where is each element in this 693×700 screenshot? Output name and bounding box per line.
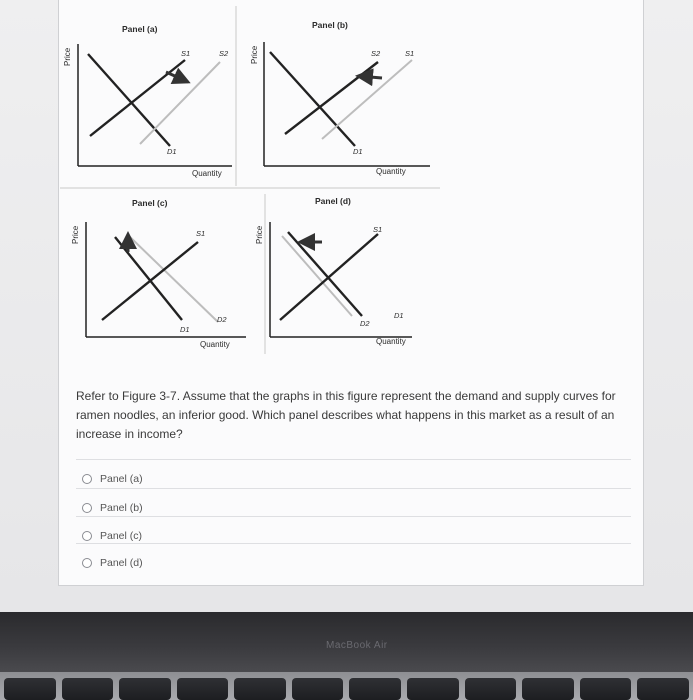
panel-d xyxy=(255,196,412,346)
panel-a xyxy=(63,24,232,178)
radio-button[interactable] xyxy=(82,558,92,568)
panel-b-quantity-label: Quantity xyxy=(376,167,406,176)
panel-a-label-d1: D1 xyxy=(167,147,177,156)
function-key[interactable] xyxy=(119,678,171,700)
panel-b xyxy=(250,20,430,176)
divider xyxy=(76,459,631,460)
function-key[interactable] xyxy=(4,678,56,700)
panel-b-label-d1: D1 xyxy=(353,147,363,156)
option-label: Panel (c) xyxy=(100,530,143,542)
divider xyxy=(76,516,631,517)
function-key[interactable] xyxy=(349,678,401,700)
panel-a-demand-d1 xyxy=(88,54,170,146)
panel-a-shift-arrow xyxy=(166,72,188,82)
radio-button[interactable] xyxy=(82,503,92,513)
panel-c xyxy=(71,198,246,349)
question-text: Refer to Figure 3-7. Assume that the graphs in this figure represent the demand and supply curves for ramen noodles, an inferior good. Which panel describes what happens in this market as a result of an increase in income? xyxy=(76,389,616,441)
function-key[interactable] xyxy=(234,678,286,700)
panel-b-demand-d1 xyxy=(270,52,355,146)
panel-d-quantity-label: Quantity xyxy=(376,337,406,346)
bezel-label: MacBook Air xyxy=(326,640,388,651)
function-key[interactable] xyxy=(177,678,229,700)
option-label: Panel (d) xyxy=(100,557,143,569)
panel-c-quantity-label: Quantity xyxy=(200,340,230,349)
panel-d-title: Panel (d) xyxy=(315,196,351,206)
function-key[interactable] xyxy=(407,678,459,700)
function-key[interactable] xyxy=(62,678,114,700)
panel-a-supply-s2 xyxy=(140,62,220,144)
panel-d-price-label: Price xyxy=(255,225,264,244)
panel-c-label-s1: S1 xyxy=(196,229,206,238)
panel-b-supply-s2 xyxy=(285,62,378,134)
panel-c-supply-s1 xyxy=(102,242,198,320)
panel-a-label-s1: S1 xyxy=(181,49,191,58)
panel-d-label-d1: D1 xyxy=(394,311,404,320)
option-label: Panel (b) xyxy=(100,502,143,514)
panel-a-title: Panel (a) xyxy=(122,24,158,34)
panel-d-label-s1: S1 xyxy=(373,225,383,234)
panel-a-label-s2: S2 xyxy=(219,49,229,58)
function-key[interactable] xyxy=(465,678,517,700)
function-key-row xyxy=(0,672,693,700)
panel-c-title: Panel (c) xyxy=(132,198,168,208)
radio-button[interactable] xyxy=(82,474,92,484)
panel-a-price-label: Price xyxy=(63,47,72,66)
divider xyxy=(76,488,631,489)
figure-graphs xyxy=(60,4,440,354)
panel-c-label-d2: D2 xyxy=(217,315,227,324)
option-panel-a[interactable] xyxy=(82,471,143,487)
panel-c-price-label: Price xyxy=(71,225,80,244)
panel-c-label-d1: D1 xyxy=(180,325,190,334)
panel-d-demand-d1 xyxy=(282,236,352,316)
panel-b-price-label: Price xyxy=(250,45,259,64)
panel-d-supply-s1 xyxy=(280,234,378,320)
panel-b-title: Panel (b) xyxy=(312,20,348,30)
function-key[interactable] xyxy=(292,678,344,700)
function-key[interactable] xyxy=(580,678,632,700)
divider xyxy=(76,543,631,544)
option-panel-b[interactable] xyxy=(82,500,143,516)
function-key[interactable] xyxy=(522,678,574,700)
function-key[interactable] xyxy=(637,678,689,700)
option-panel-d[interactable] xyxy=(82,555,143,571)
panel-b-label-s2: S2 xyxy=(371,49,381,58)
radio-button[interactable] xyxy=(82,531,92,541)
panel-b-label-s1: S1 xyxy=(405,49,415,58)
panel-d-label-d2: D2 xyxy=(360,319,370,328)
option-panel-c[interactable] xyxy=(82,528,142,544)
option-label: Panel (a) xyxy=(100,473,143,485)
panel-a-quantity-label: Quantity xyxy=(192,169,222,178)
panel-b-shift-arrow xyxy=(358,76,382,78)
figure-3-7 xyxy=(60,4,440,354)
